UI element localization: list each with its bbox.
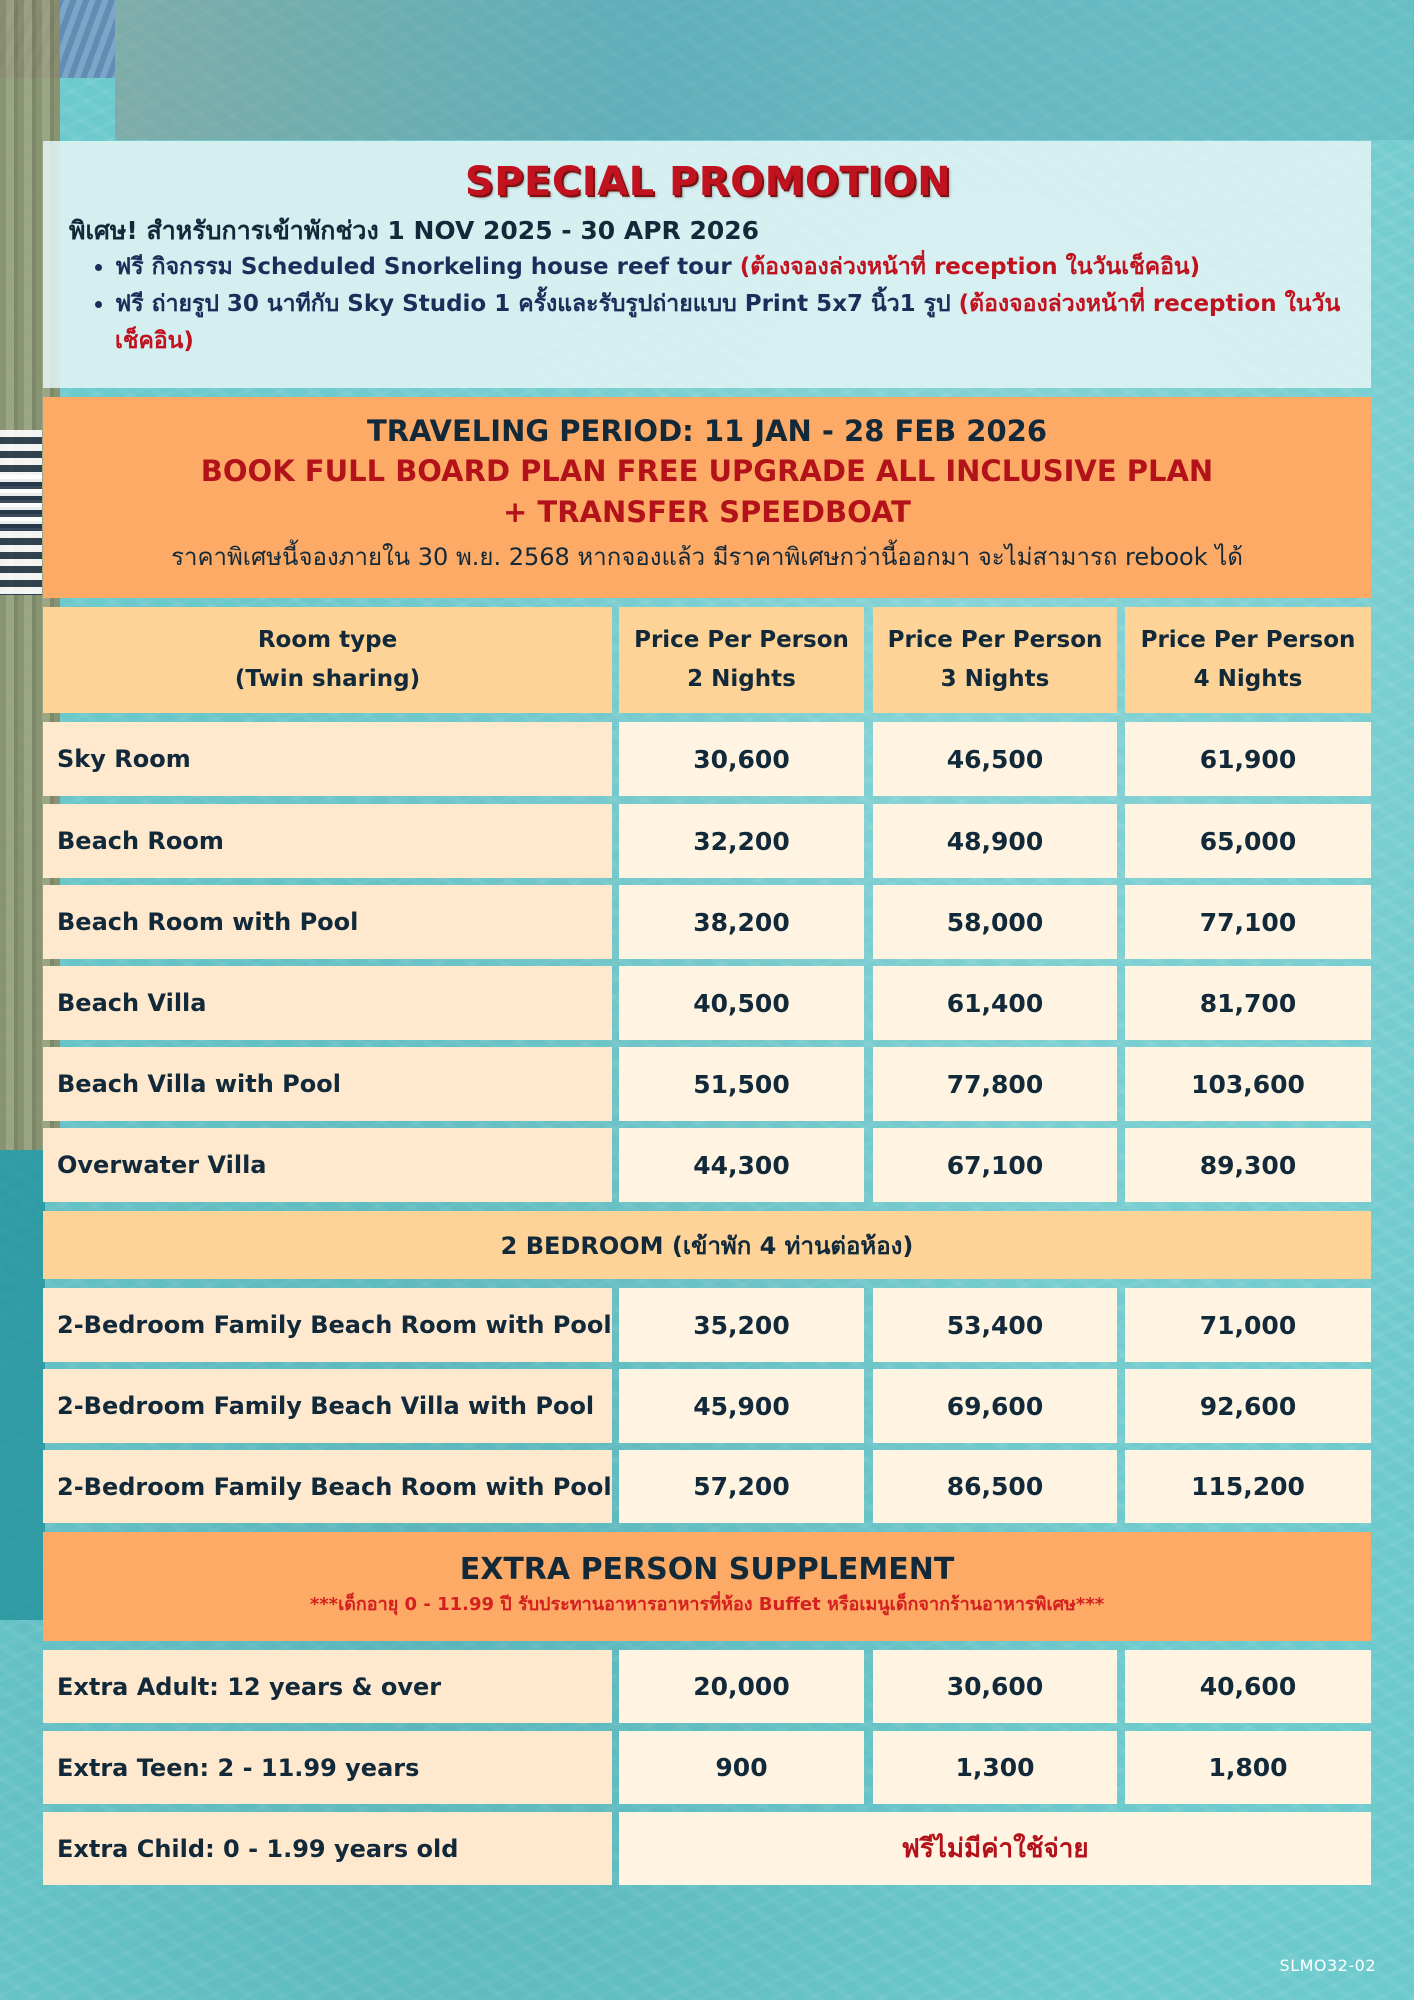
price-3-nights: 30,600 [873, 1650, 1117, 1723]
room-name: Sky Room [43, 722, 612, 796]
room-name: Beach Villa with Pool [43, 1047, 612, 1121]
room-name: 2-Bedroom Family Beach Room with Pool [43, 1288, 612, 1362]
price-2-nights: 20,000 [619, 1650, 864, 1723]
price-2-nights: 30,600 [619, 722, 864, 796]
price-4-nights: 40,600 [1125, 1650, 1371, 1723]
price-2-nights: 40,500 [619, 966, 864, 1040]
room-name: Beach Room [43, 804, 612, 878]
offer-line-2: + TRANSFER SPEEDBOAT [503, 495, 911, 529]
header-line1: Price Per Person [1140, 627, 1356, 653]
price-2-nights: 35,200 [619, 1288, 864, 1362]
header-room-type-line1: Room type [257, 627, 398, 653]
price-2-nights: 45,900 [619, 1369, 864, 1443]
price-2-nights: 57,200 [619, 1450, 864, 1523]
extra-name: Extra Teen: 2 - 11.99 years [43, 1731, 612, 1804]
header-line2: 3 Nights [940, 666, 1050, 692]
background-deep-water [0, 1150, 45, 1620]
room-name: 2-Bedroom Family Beach Villa with Pool [43, 1369, 612, 1443]
price-4-nights: 103,600 [1125, 1047, 1371, 1121]
traveling-period: TRAVELING PERIOD: 11 JAN - 28 FEB 2026 [366, 414, 1048, 448]
promotion-stay-period: พิเศษ! สำหรับการเข้าพักช่วง 1 NOV 2025 - 30 APR 2026 [69, 216, 760, 245]
extra-name: Extra Child: 0 - 1.99 years old [43, 1812, 612, 1885]
header-line1: Price Per Person [634, 627, 849, 653]
extra-person-title: EXTRA PERSON SUPPLEMENT [459, 1552, 955, 1587]
header-room-type-line2: (Twin sharing) [234, 666, 421, 692]
price-3-nights: 77,800 [873, 1047, 1117, 1121]
header-line1: Price Per Person [887, 627, 1103, 653]
travel-period-box [43, 397, 1371, 598]
extra-child-free-label: ฟรีไม่มีค่าใช้จ่าย [619, 1812, 1371, 1885]
document-code: SLMO32-02 [1279, 1956, 1376, 1975]
extra-person-section-header [43, 1532, 1371, 1641]
benefit-note: (ต้องจองล่วงหน้าที่ reception ในวันเช็คอิน) [739, 254, 1201, 280]
price-4-nights: 65,000 [1125, 804, 1371, 878]
header-line2: 4 Nights [1193, 666, 1303, 692]
price-2-nights: 44,300 [619, 1128, 864, 1202]
extra-name: Extra Adult: 12 years & over [43, 1650, 612, 1723]
promotion-benefit-item [115, 286, 1347, 360]
price-4-nights: 61,900 [1125, 722, 1371, 796]
price-4-nights: 89,300 [1125, 1128, 1371, 1202]
price-4-nights: 1,800 [1125, 1731, 1371, 1804]
header-3-nights [873, 607, 1117, 713]
room-name: Overwater Villa [43, 1128, 612, 1202]
price-2-nights: 32,200 [619, 804, 864, 878]
price-3-nights: 58,000 [873, 885, 1117, 959]
price-3-nights: 69,600 [873, 1369, 1117, 1443]
offer-line-1: BOOK FULL BOARD PLAN FREE UPGRADE ALL INCLUSIVE PLAN [200, 454, 1214, 488]
price-3-nights: 1,300 [873, 1731, 1117, 1804]
price-4-nights: 115,200 [1125, 1450, 1371, 1523]
price-3-nights: 86,500 [873, 1450, 1117, 1523]
price-3-nights: 61,400 [873, 966, 1117, 1040]
benefit-text: ฟรี ถ่ายรูป 30 นาทีกับ Sky Studio 1 ครั้งและรับรูปถ่ายแบบ Print 5x7 นิ้ว1 รูป [115, 291, 959, 317]
price-4-nights: 77,100 [1125, 885, 1371, 959]
promotion-benefit-item [115, 249, 1347, 286]
price-4-nights: 81,700 [1125, 966, 1371, 1040]
extra-person-note: ***เด็กอายุ 0 - 11.99 ปี รับประทานอาหารอาหารที่ห้อง Buffet หรือเมนูเด็กจากร้านอาหารพิเศษ*** [309, 1594, 1105, 1615]
room-name: 2-Bedroom Family Beach Room with Pool [43, 1450, 612, 1523]
benefit-text: ฟรี กิจกรรม Scheduled Snorkeling house reef tour [115, 254, 740, 280]
price-3-nights: 53,400 [873, 1288, 1117, 1362]
benefit-note: (ต้องจองล่วงหน้าที่ reception ในวันเช็คอิน) [115, 291, 1341, 354]
promotion-title: SPECIAL PROMOTION [464, 159, 952, 205]
header-room-type [43, 607, 612, 713]
header-line2: 2 Nights [687, 666, 796, 692]
promotion-box [43, 141, 1371, 388]
price-2-nights: 51,500 [619, 1047, 864, 1121]
price-2-nights: 900 [619, 1731, 864, 1804]
price-2-nights: 38,200 [619, 885, 864, 959]
price-3-nights: 67,100 [873, 1128, 1117, 1202]
price-4-nights: 71,000 [1125, 1288, 1371, 1362]
price-4-nights: 92,600 [1125, 1369, 1371, 1443]
background-photo-pier [115, 0, 1414, 140]
background-striped-cushion [0, 475, 42, 595]
header-4-nights [1125, 607, 1371, 713]
price-3-nights: 48,900 [873, 804, 1117, 878]
two-bedroom-section-header: 2 BEDROOM (เข้าพัก 4 ท่านต่อห้อง) [43, 1211, 1371, 1279]
room-name: Beach Villa [43, 966, 612, 1040]
price-3-nights: 46,500 [873, 722, 1117, 796]
room-name: Beach Room with Pool [43, 885, 612, 959]
promotion-benefits-list [69, 249, 1347, 360]
header-2-nights [619, 607, 864, 713]
booking-note: ราคาพิเศษนี้จองภายใน 30 พ.ย. 2568 หากจองแล้ว มีราคาพิเศษกว่านี้ออกมา จะไม่สามารถ rebook ได้ [171, 543, 1243, 571]
